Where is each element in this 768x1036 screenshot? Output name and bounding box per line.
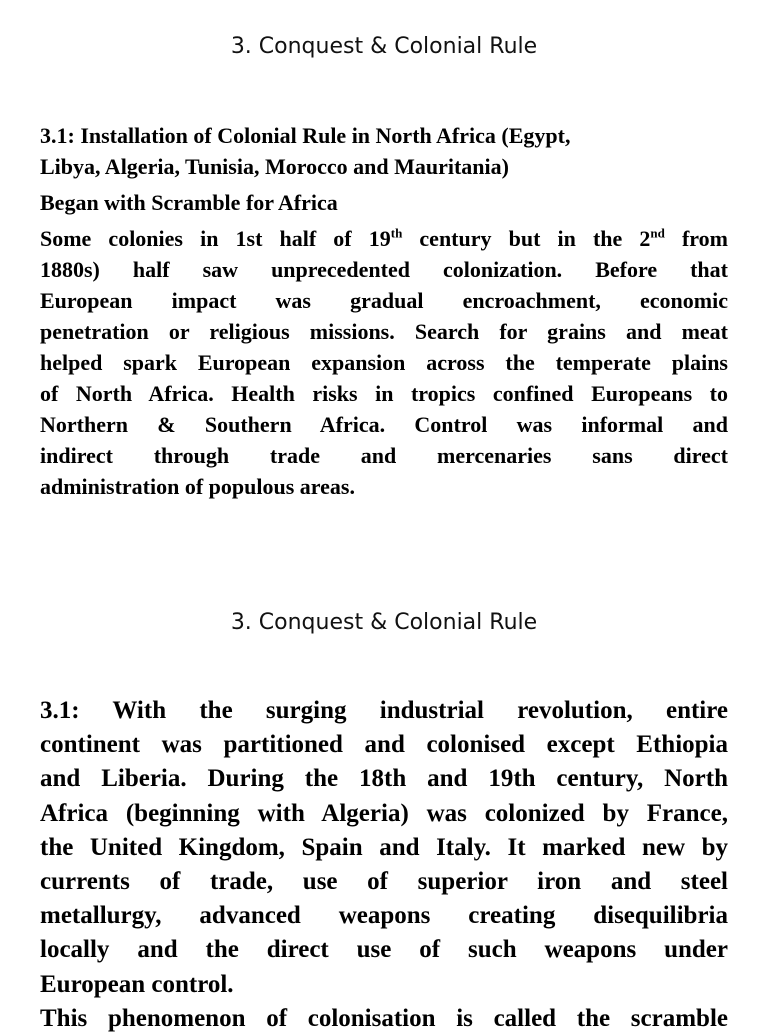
section-subheading: Began with Scramble for Africa: [40, 190, 338, 215]
text-run: Some colonies in 1st half of 19: [40, 226, 391, 251]
paragraph-line: Africa (beginning with Algeria) was colonized by France,: [40, 799, 728, 827]
text-run: century but in the 2: [402, 226, 651, 251]
paragraph-line: administration of populous areas.: [40, 474, 355, 499]
slide-2: [0, 578, 768, 1032]
paragraph-line: of North Africa. Health risks in tropics confined Europeans to: [40, 381, 728, 406]
superscript: nd: [650, 225, 665, 241]
paragraph-line: This phenomenon of colonisation is called the scramble: [40, 1004, 728, 1032]
paragraph-line: indirect through trade and mercenaries sans direct: [40, 443, 728, 468]
paragraph-line: 1880s) half saw unprecedented colonization. Before that: [40, 257, 728, 282]
section-heading: [40, 120, 728, 182]
section-paragraph: [40, 694, 728, 1036]
paragraph-line: Northern & Southern Africa. Control was informal and: [40, 412, 728, 437]
section-heading-line: Libya, Algeria, Tunisia, Morocco and Mauritania): [40, 154, 509, 179]
paragraph-line: penetration or religious missions. Search for grains and meat: [40, 319, 728, 344]
text-run: from: [664, 226, 728, 251]
slide-title: 3. Conquest & Colonial Rule: [230, 610, 538, 635]
paragraph-line: 3.1: With the surging industrial revolution, entire: [40, 697, 728, 724]
section-heading-line: 3.1: Installation of Colonial Rule in North Africa (Egypt,: [40, 123, 571, 148]
paragraph-line: currents of trade, use of superior iron and steel: [40, 868, 728, 896]
slide-title: 3. Conquest & Colonial Rule: [230, 34, 538, 59]
superscript: th: [390, 225, 403, 241]
paragraph-line: and Liberia. During the 18th and 19th century, North: [40, 765, 728, 793]
paragraph-line: metallurgy, advanced weapons creating disequilibria: [40, 902, 728, 930]
paragraph-line: the United Kingdom, Spain and Italy. It marked new by: [40, 833, 728, 861]
section-paragraph: [40, 223, 728, 502]
paragraph-line: locally and the direct use of such weapons under: [40, 936, 728, 964]
paragraph-line: European impact was gradual encroachment, economic: [40, 288, 728, 313]
paragraph-line: helped spark European expansion across the temperate plains: [40, 350, 728, 375]
paragraph-line: European control.: [40, 970, 234, 998]
paragraph-line: [40, 223, 728, 254]
paragraph-line: continent was partitioned and colonised except Ethiopia: [40, 731, 728, 759]
